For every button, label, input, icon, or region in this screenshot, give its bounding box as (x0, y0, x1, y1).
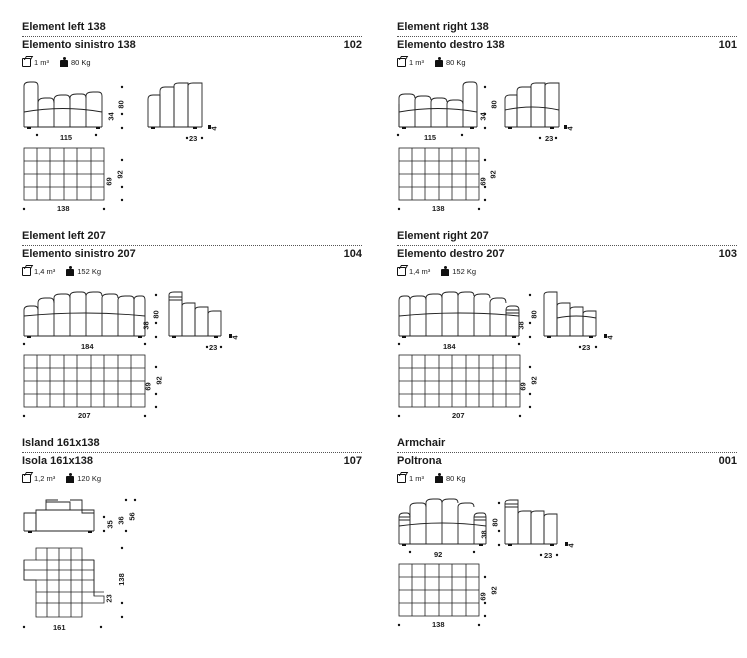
title-en: Element left 138 (22, 21, 106, 33)
product-code: 107 (343, 455, 362, 467)
dim-h3: 56 (127, 512, 137, 521)
dim-back-height: 80 (490, 518, 500, 527)
dim-plan-d1: 69 (518, 382, 528, 391)
dim-back-height: 80 (116, 100, 126, 109)
weight: 80 Kg (446, 57, 466, 67)
product-code: 104 (343, 248, 362, 260)
weight: 120 Kg (77, 473, 102, 483)
title-en: Armchair (397, 437, 446, 449)
dim-back-height: 80 (489, 100, 499, 109)
dim-h2: 36 (116, 516, 126, 525)
volume: 1,4 m³ (409, 266, 431, 276)
dim-seat-height: 34 (478, 112, 488, 121)
dim-depth: 23 (545, 134, 554, 143)
volume: 1,4 m³ (34, 266, 56, 276)
dim-plan-width: 138 (57, 204, 70, 213)
title-en: Element left 207 (22, 230, 106, 242)
product-code: 101 (718, 39, 737, 51)
dim-leg: 4 (566, 543, 576, 548)
dim-depth: 23 (544, 551, 553, 560)
title-en: Element right 207 (397, 230, 489, 242)
dim-plan-d2: 92 (488, 170, 498, 179)
title-it: Elemento destro 138 (397, 39, 505, 51)
dim-plan-d2: 92 (529, 376, 539, 385)
title-it: Poltrona (397, 455, 442, 467)
product-code: 102 (343, 39, 362, 51)
volume: 1,2 m³ (34, 473, 56, 483)
dim-front-width: 115 (60, 133, 73, 142)
dim-depth: 23 (582, 343, 591, 352)
dim-plan-d1: 23 (104, 594, 114, 603)
title-it: Elemento sinistro 207 (22, 248, 136, 260)
dim-leg: 4 (230, 335, 240, 340)
weight: 152 Kg (77, 266, 102, 276)
volume: 1 m³ (409, 473, 424, 483)
title-it: Isola 161x138 (22, 455, 93, 467)
dim-depth: 23 (209, 343, 218, 352)
dim-seat-height: 38 (141, 321, 151, 330)
weight: 80 Kg (446, 473, 466, 483)
dim-seat-height: 38 (479, 530, 489, 539)
dim-depth: 23 (189, 134, 198, 143)
volume: 1 m³ (409, 57, 424, 67)
dim-seat-height: 34 (106, 112, 116, 121)
dim-front-width: 184 (81, 342, 94, 351)
title-en: Element right 138 (397, 21, 489, 33)
title-en: Island 161x138 (22, 437, 100, 449)
dim-front-width: 92 (434, 550, 443, 559)
dim-leg: 4 (209, 126, 219, 131)
dim-plan-d2: 92 (154, 376, 164, 385)
dim-h1: 35 (105, 520, 115, 529)
volume: 1 m³ (34, 57, 49, 67)
dim-back-height: 80 (529, 310, 539, 319)
dim-plan-d1: 69 (143, 382, 153, 391)
product-code: 001 (718, 455, 737, 467)
dim-seat-height: 38 (516, 321, 526, 330)
dim-plan-d2: 92 (489, 586, 499, 595)
dim-leg: 4 (605, 335, 615, 340)
weight: 152 Kg (452, 266, 477, 276)
dim-front-width: 115 (424, 133, 437, 142)
dim-front-width: 184 (443, 342, 456, 351)
dim-plan-width: 138 (432, 620, 445, 629)
dim-plan-d1: 69 (104, 177, 114, 186)
weight: 80 Kg (71, 57, 91, 67)
title-it: Elemento sinistro 138 (22, 39, 136, 51)
dim-plan-d2: 92 (115, 170, 125, 179)
dim-plan-width: 161 (53, 623, 66, 632)
dim-plan-d1: 69 (478, 592, 488, 601)
dim-plan-d1: 69 (478, 177, 488, 186)
title-it: Elemento destro 207 (397, 248, 505, 260)
dim-plan-d2: 138 (116, 573, 126, 586)
dim-plan-width: 207 (452, 411, 465, 420)
dim-back-height: 80 (151, 310, 161, 319)
dim-plan-width: 207 (78, 411, 91, 420)
product-code: 103 (718, 248, 737, 260)
dim-plan-width: 138 (432, 204, 445, 213)
dim-leg: 4 (565, 126, 575, 131)
